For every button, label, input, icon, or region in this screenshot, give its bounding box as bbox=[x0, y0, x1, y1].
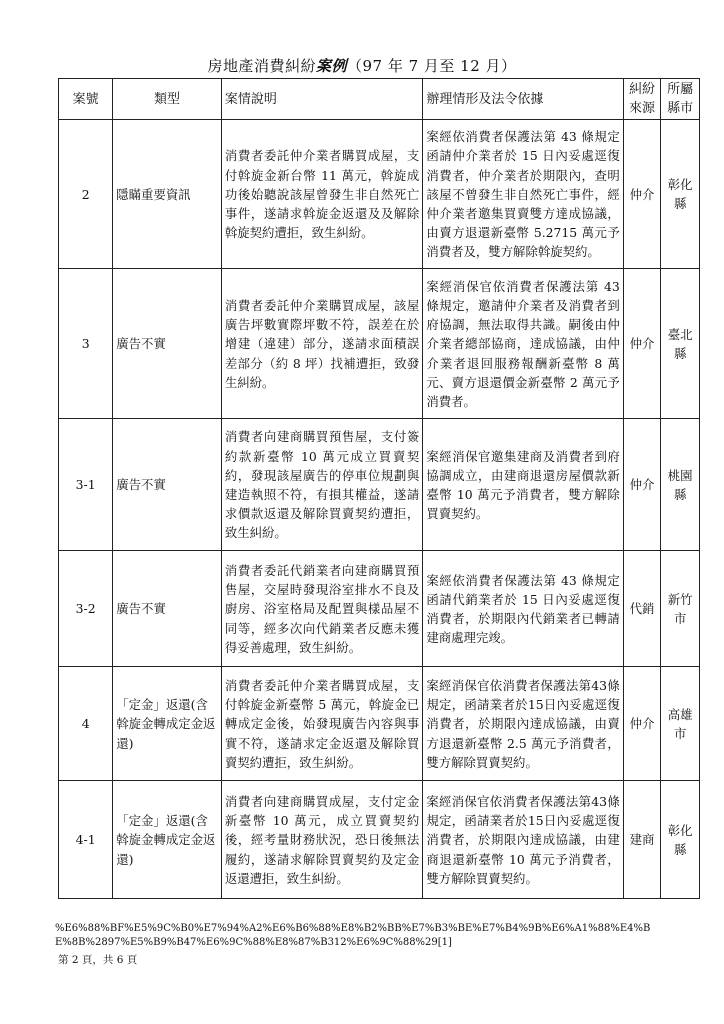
description-cell: 消費者向建商購買預售屋，支付簽約款新臺幣 10 萬元成立買賣契約，發現該屋廣告的停車位規劃與建造執照不符，有損其權益，遂請求價款返還及解除買賣契約遭拒，致生糾紛。 bbox=[221, 419, 422, 551]
source-cell: 建商 bbox=[623, 781, 661, 899]
case-no-cell: 4 bbox=[59, 667, 113, 781]
table-row bbox=[59, 269, 700, 419]
city-cell: 臺北縣 bbox=[661, 269, 700, 419]
handling-cell: 案經依消費者保護法第 43 條規定函請代銷業者於 15 日內妥處逕復消費者，於期限內代銷業者已轉請建商處理完竣。 bbox=[423, 551, 623, 667]
table-row bbox=[59, 551, 700, 667]
source-cell: 仲介 bbox=[623, 120, 661, 269]
source-cell: 仲介 bbox=[623, 269, 661, 419]
table-row bbox=[59, 667, 700, 781]
city-cell: 彰化縣 bbox=[661, 781, 700, 899]
table-row bbox=[59, 781, 700, 899]
city-cell: 桃園縣 bbox=[661, 419, 700, 551]
source-cell: 代銷 bbox=[623, 551, 661, 667]
dispute-cases-table bbox=[58, 78, 700, 899]
type-cell: 廣告不實 bbox=[113, 269, 222, 419]
table-row bbox=[59, 120, 700, 269]
title-prefix: 房地產消費糾紛 bbox=[207, 57, 316, 75]
type-cell: 隱瞞重要資訊 bbox=[113, 120, 222, 269]
description-cell: 消費者委託代銷業者向建商購買預售屋，交屋時發現浴室排水不良及廚房、浴室格局及配置與樣品屋不同等，經多次向代銷業者反應未獲得妥善處理，致生糾紛。 bbox=[221, 551, 422, 667]
case-no-cell: 2 bbox=[59, 120, 113, 269]
source-cell: 仲介 bbox=[623, 419, 661, 551]
encoded-url-text: %E6%88%BF%E5%9C%B0%E7%94%A2%E6%B6%88%E8%B2%BB%E7%B3%BE%E7%B4%9B%E6%A1%88%E4%BE%8B%2897%E5%B9%B47%E6%9C%88%E8%87%B312%E6%9C%88%29[1] bbox=[55, 923, 651, 948]
city-cell: 高雄市 bbox=[661, 667, 700, 781]
title-emphasis: 案例 bbox=[315, 57, 347, 75]
case-no-cell: 4-1 bbox=[59, 781, 113, 899]
description-cell: 消費者委託仲介業購買成屋，該屋廣告坪數實際坪數不符，誤差在於增建（違建）部分，遂請求面積誤差部分（約 8 坪）找補遭拒，致發生糾紛。 bbox=[221, 269, 422, 419]
header-handling: 辦理情形及法令依據 bbox=[423, 79, 623, 120]
title-suffix: （97 年 7 月至 12 月） bbox=[346, 57, 517, 75]
description-cell: 消費者委託仲介業者購買成屋，支付斡旋金新台幣 11 萬元，斡旋成功後始聽說該屋曾發生非自然死亡事件，遂請求斡旋金返還及及解除斡旋契約遭拒，致生糾紛。 bbox=[221, 120, 422, 269]
table-header-row bbox=[59, 79, 700, 120]
handling-cell: 案經消保官依消費者保護法第43條規定，函請業者於15日內妥處逕復消費者，於期限內達成協議，由建商退還新臺幣 10 萬元予消費者，雙方解除買賣契約。 bbox=[423, 781, 623, 899]
type-cell: 「定金」返還(含斡旋金轉成定金返還) bbox=[113, 781, 222, 899]
header-source: 糾紛來源 bbox=[623, 79, 661, 120]
header-case-no: 案號 bbox=[59, 79, 113, 120]
description-cell: 消費者向建商購買成屋，支付定金新臺幣 10 萬元，成立買賣契約後，經考量財務狀況，恐日後無法履約，遂請求解除買賣契約及定金返還遭拒，致生糾紛。 bbox=[221, 781, 422, 899]
document-title bbox=[0, 55, 724, 76]
case-no-cell: 3-1 bbox=[59, 419, 113, 551]
handling-cell: 案經消保官依消費者保護法第43條規定，函請業者於15日內妥處逕復消費者，於期限內達成協議，由賣方退還新臺幣 2.5 萬元予消費者，雙方解除買賣契約。 bbox=[423, 667, 623, 781]
page-number: 第 2 頁，共 6 頁 bbox=[58, 954, 138, 966]
handling-cell: 案經消保官依消費者保護法第 43 條規定，邀請仲介業者及消費者到府協調，無法取得共識。嗣後由仲介業者總部協商，達成協議，由仲介業者退回服務報酬新臺幣 8 萬元、賣方退還價金新臺幣 2 萬元予消費者。 bbox=[423, 269, 623, 419]
type-cell: 「定金」返還(含斡旋金轉成定金返還) bbox=[113, 667, 222, 781]
case-no-cell: 3 bbox=[59, 269, 113, 419]
handling-cell: 案經消保官邀集建商及消費者到府協調成立，由建商退還房屋價款新臺幣 10 萬元予消費者，雙方解除買賣契約。 bbox=[423, 419, 623, 551]
description-cell: 消費者委託仲介業者購買成屋，支付斡旋金新臺幣 5 萬元，斡旋金已轉成定金後，始發現廣告內容與事實不符，遂請求定金返還及解除買賣契約遭拒，致生糾紛。 bbox=[221, 667, 422, 781]
type-cell: 廣告不實 bbox=[113, 551, 222, 667]
case-no-cell: 3-2 bbox=[59, 551, 113, 667]
header-type: 類型 bbox=[113, 79, 222, 120]
type-cell: 廣告不實 bbox=[113, 419, 222, 551]
handling-cell: 案經依消費者保護法第 43 條規定函請仲介業者於 15 日內妥處逕復消費者，仲介業者於期限內，查明該屋不曾發生非自然死亡事件，經仲介業者邀集買賣雙方達成協議，由賣方退還新臺幣 5.2715 萬元予消費者及，雙方解除斡旋契約。 bbox=[423, 120, 623, 269]
table-row bbox=[59, 419, 700, 551]
city-cell: 彰化縣 bbox=[661, 120, 700, 269]
header-description: 案情說明 bbox=[221, 79, 422, 120]
source-cell: 仲介 bbox=[623, 667, 661, 781]
city-cell: 新竹市 bbox=[661, 551, 700, 667]
header-city: 所屬縣市 bbox=[661, 79, 700, 120]
